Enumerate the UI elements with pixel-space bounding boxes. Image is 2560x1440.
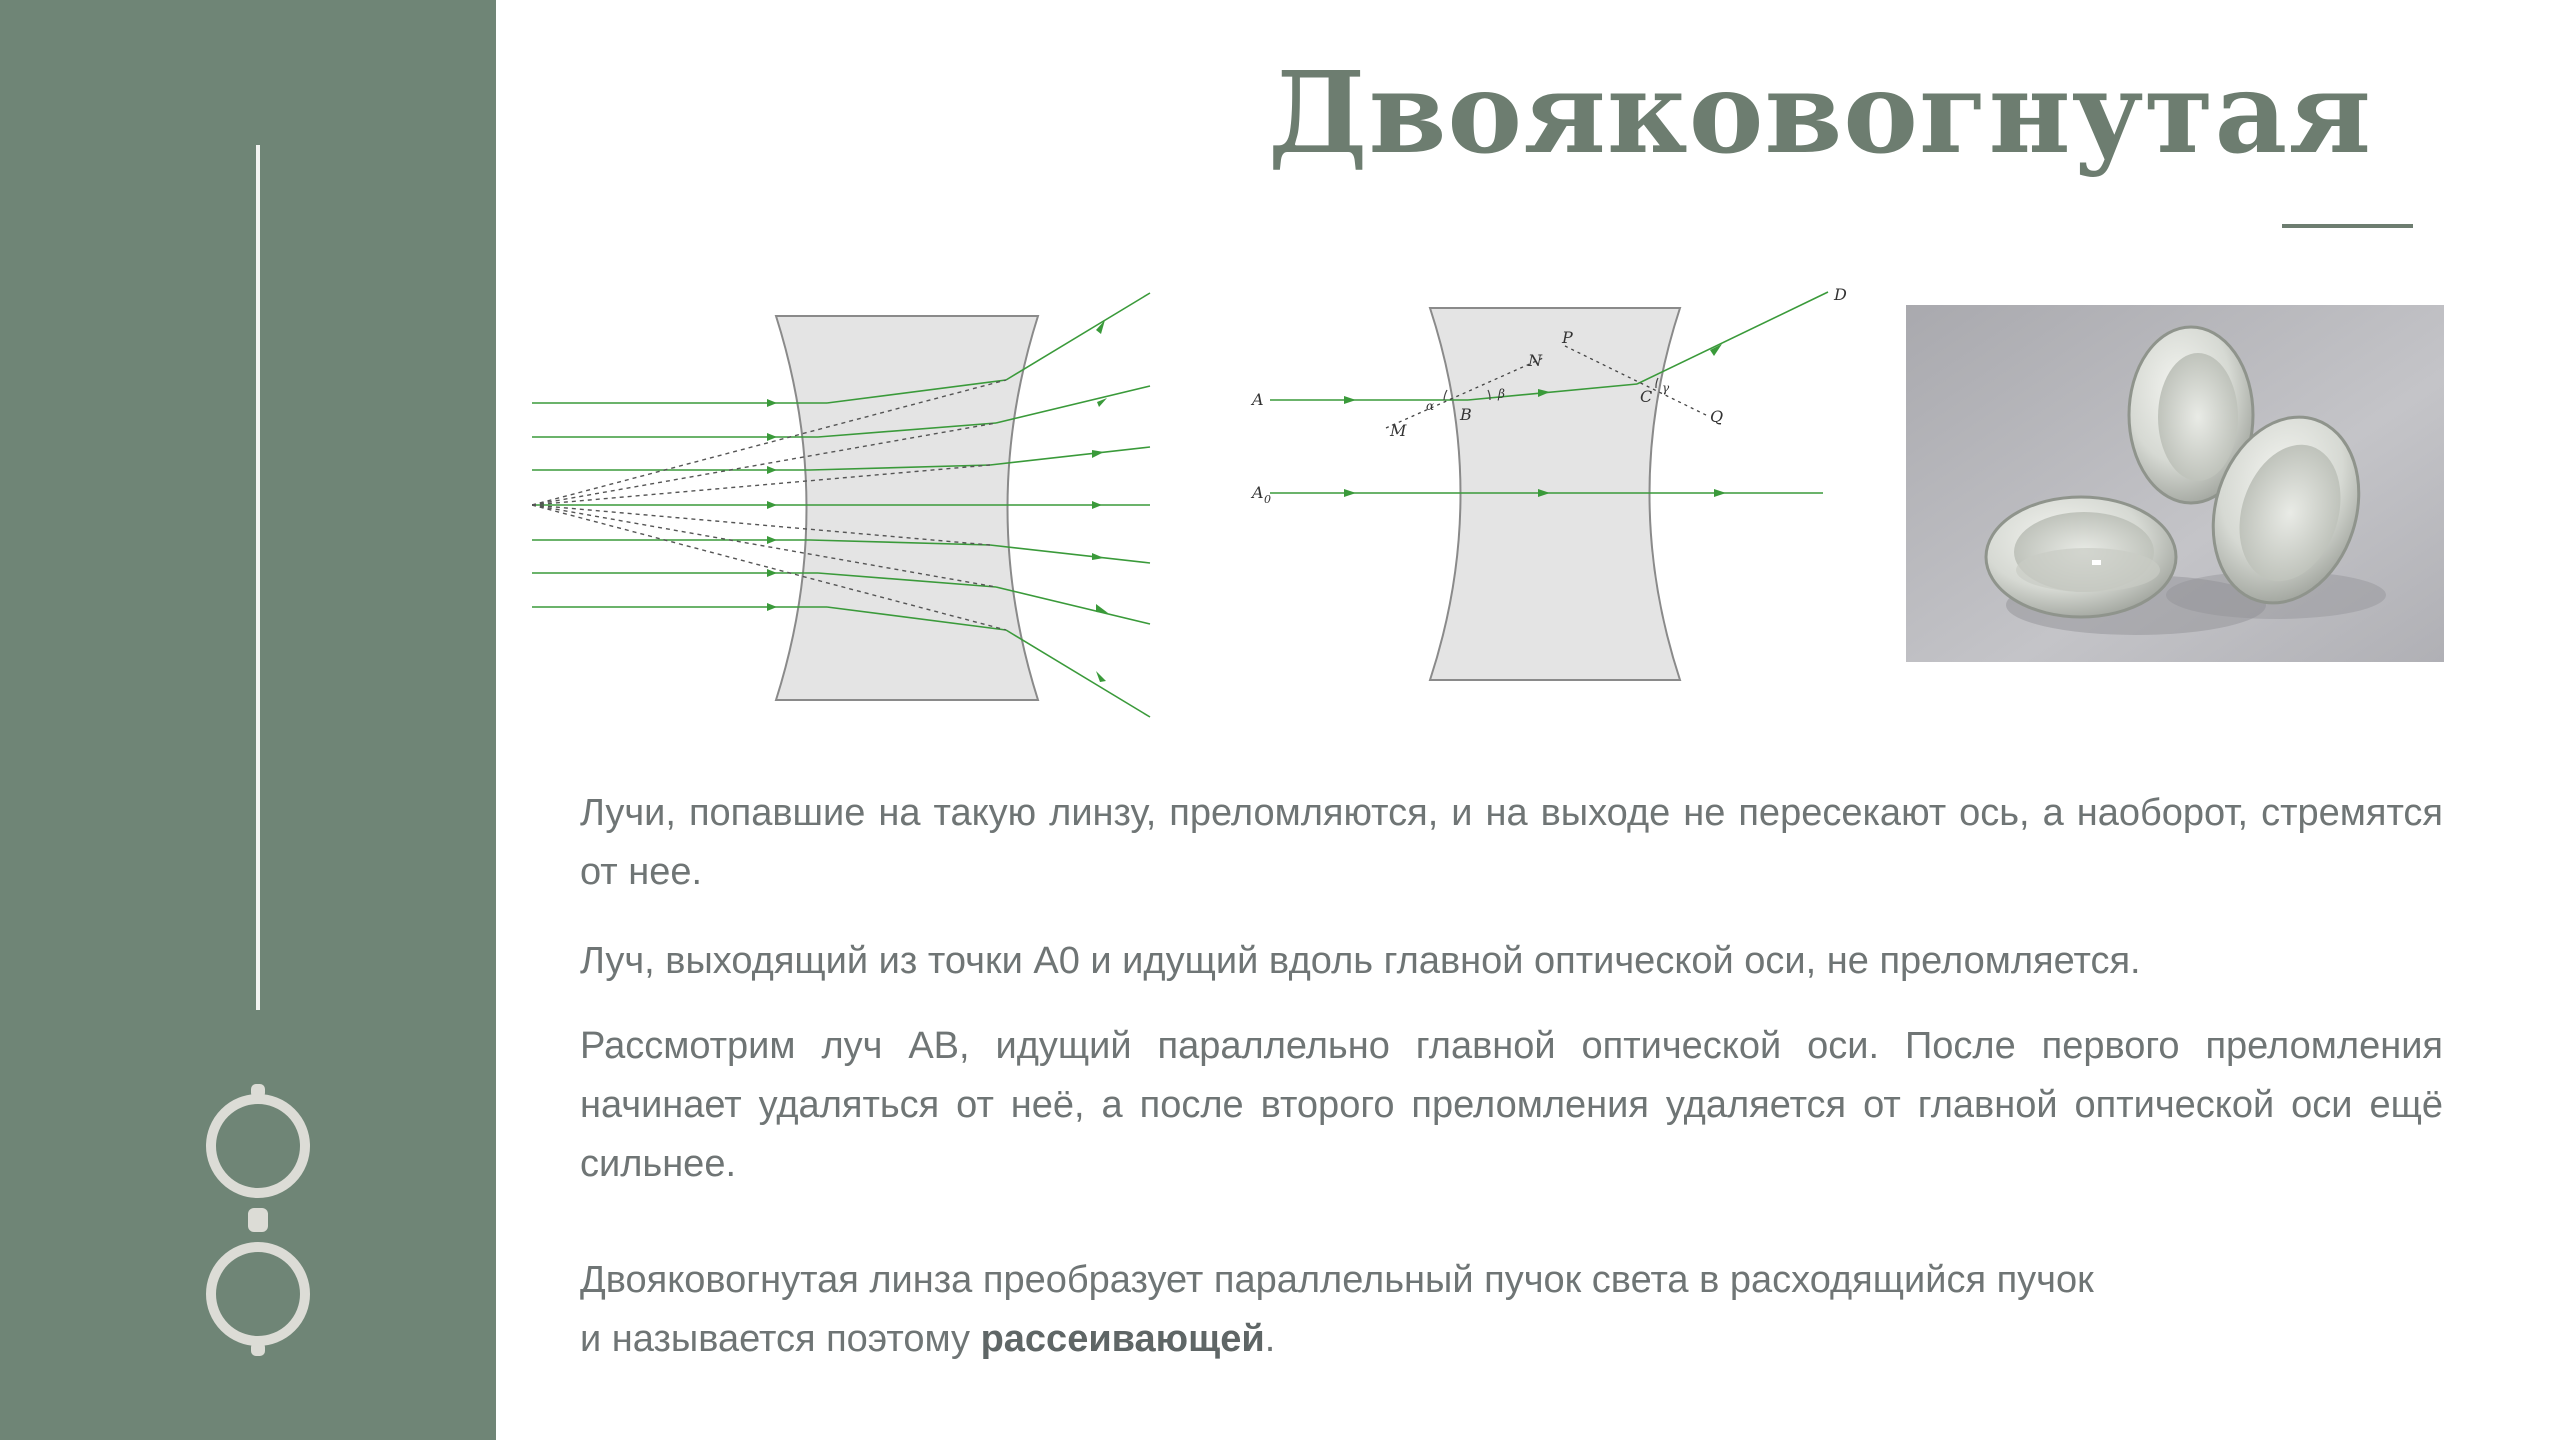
title-underline <box>2282 224 2413 228</box>
lens-shape <box>776 316 1038 700</box>
label-p: P <box>1562 328 1573 347</box>
conclusion-line-2 <box>580 1310 2443 1369</box>
paragraph-conclusion <box>580 1251 2443 1369</box>
conclusion-prefix: и называется поэтому <box>580 1318 981 1360</box>
round-glasses-icon <box>200 1084 316 1356</box>
label-a0-sub: 0 <box>1264 493 1271 506</box>
label-alpha: α <box>1426 399 1435 413</box>
slide-title: Двояковогнутая <box>1268 48 2372 179</box>
label-m: M <box>1390 421 1407 440</box>
sidebar-panel <box>0 0 496 1440</box>
label-b: B <box>1460 405 1472 424</box>
label-d: D <box>1834 285 1847 304</box>
ray-ab-refraction-diagram <box>1248 280 1868 700</box>
label-beta: β <box>1498 387 1505 401</box>
paragraph-rays: Лучи, попавшие на такую линзу, преломляются, и на выходе не пересекают ось, а наоборот, стремятся от нее. <box>580 792 2443 893</box>
conclusion-suffix: . <box>1264 1318 1276 1360</box>
label-a0: A <box>1252 483 1264 502</box>
sidebar-divider-line <box>256 145 260 1010</box>
exit-ray-arrows <box>1092 320 1108 682</box>
label-q: Q <box>1710 407 1724 426</box>
label-gamma: γ <box>1662 381 1670 395</box>
paragraph-axis-ray: Луч, выходящий из точки А0 и идущий вдоль главной оптической оси, не преломляется. <box>580 940 2141 982</box>
glass-lenses-photo <box>1906 305 2444 662</box>
conclusion-keyword: рассеивающей <box>980 1318 1265 1360</box>
incident-ray-arrows <box>767 399 777 611</box>
paragraph-ray-ab: Рассмотрим луч АВ, идущий параллельно главной оптической оси. После первого преломления начинает удаляться от неё, а после второго преломления удаляется от главной оптической оси ещё сильнее. <box>580 1025 2443 1185</box>
conclusion-line-1: Двояковогнутая линза преобразует параллельный пучок света в расходящийся пучок <box>580 1259 2094 1301</box>
label-a: A <box>1252 390 1264 409</box>
label-n: N <box>1528 351 1542 370</box>
lens-shape-2 <box>1430 308 1680 680</box>
incident-rays <box>532 403 827 607</box>
label-c: C <box>1640 387 1653 406</box>
biconcave-lens-beam-diagram <box>532 290 1172 730</box>
